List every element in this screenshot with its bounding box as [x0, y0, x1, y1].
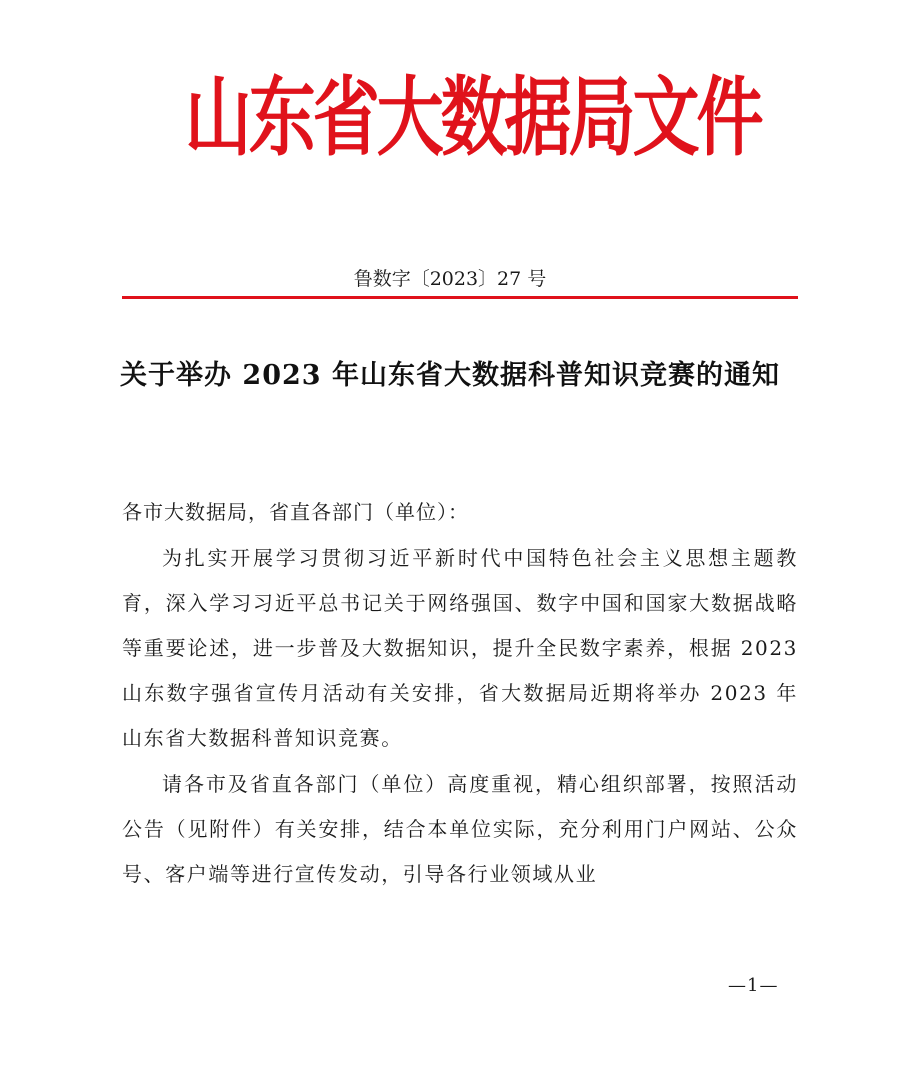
notice-title: 关于举办 2023 年山东省大数据科普知识竞赛的通知 [120, 360, 780, 391]
red-divider-line [122, 296, 798, 299]
body-paragraph-1: 为扎实开展学习贯彻习近平新时代中国特色社会主义思想主题教育，深入学习习近平总书记关于网络强国、数字中国和国家大数据战略等重要论述，进一步普及大数据知识，提升全民数字素养，根据 2023 山东数字强省宣传月活动有关安排，省大数据局近期将举办 2023 年山东省大数据科普知识竞赛。 [122, 546, 798, 750]
document-number: 鲁数字〔2023〕27 号 [353, 268, 547, 290]
body-paragraph-2: 请各市及省直各部门（单位）高度重视，精心组织部署，按照活动公告（见附件）有关安排，结合本单位实际，充分利用门户网站、公众号、客户端等进行宣传发动，引导各行业领域从业 [122, 772, 798, 886]
page-number: —1— [728, 975, 779, 996]
masthead-title: 山东省大数据局文件 [184, 67, 761, 168]
addressee-line: 各市大数据局，省直各部门（单位）： [122, 500, 469, 524]
